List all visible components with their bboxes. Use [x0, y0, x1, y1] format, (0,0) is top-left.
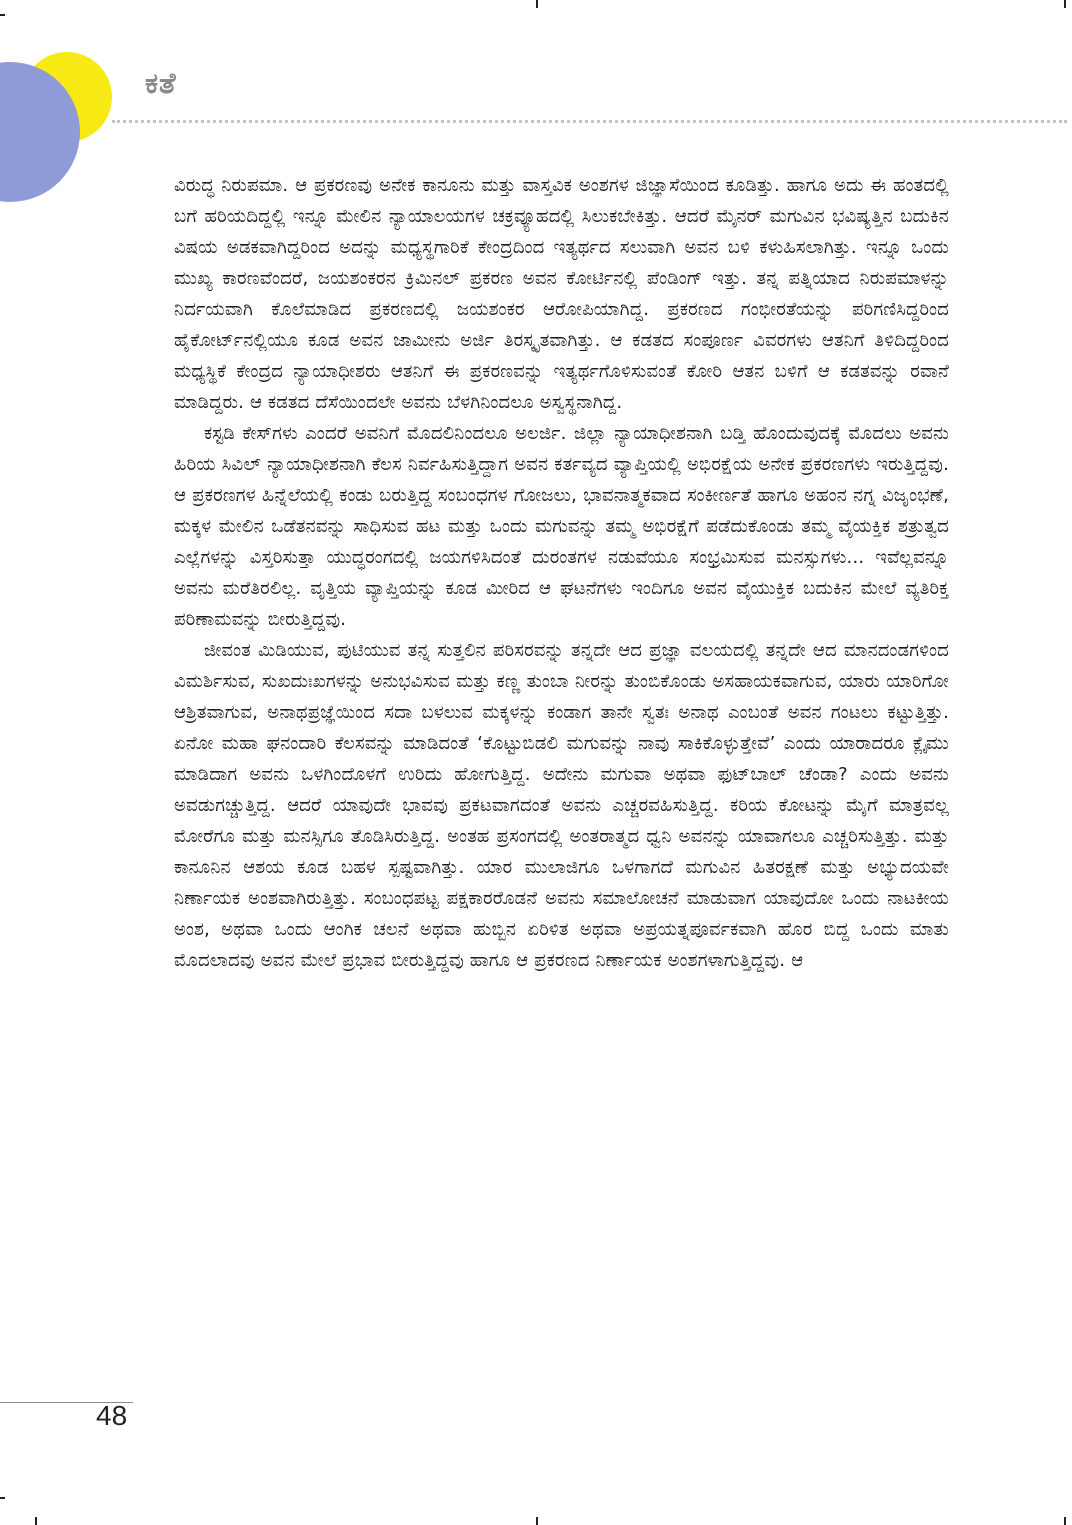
crop-mark-top-left	[0, 14, 5, 16]
page-number: 48	[96, 1400, 128, 1431]
story-body	[174, 170, 949, 976]
paragraph-3: ಜೀವಂತ ಮಿಡಿಯುವ, ಪುಟಿಯುವ ತನ್ನ ಸುತ್ತಲಿನ ಪರಿಸರವನ್ನು ತನ್ನದೇ ಆದ ಪ್ರಜ್ಞಾ ವಲಯದಲ್ಲಿ ತನ್ನದೇ ಆದ ಮಾನದಂಡಗಳಿಂದ ವಿಮರ್ಶಿಸುವ, ಸುಖದುಃಖಗಳನ್ನು ಅನುಭವಿಸುವ ಮತ್ತು ಕಣ್ಣ ತುಂಬಾ ನೀರನ್ನು ತುಂಬಿಕೊಂಡು ಅಸಹಾಯಕವಾಗುವ, ಯಾರು ಯಾರಿಗೋ ಆಶ್ರಿತವಾಗುವ, ಅನಾಥಪ್ರಜ್ಞೆಯಿಂದ ಸದಾ ಬಳಲುವ ಮಕ್ಕಳನ್ನು ಕಂಡಾಗ ತಾನೇ ಸ್ವತಃ ಅನಾಥ ಎಂಬಂತೆ ಅವನ ಗಂಟಲು ಕಟ್ಟುತ್ತಿತ್ತು. ಏನೋ ಮಹಾ ಘನಂದಾರಿ ಕೆಲಸವನ್ನು ಮಾಡಿದಂತೆ ‘ಕೊಟ್ಟುಬಿಡಲಿ ಮಗುವನ್ನು ನಾವು ಸಾಕಿಕೊಳ್ಳುತ್ತೇವೆ’ ಎಂದು ಯಾರಾದರೂ ಕ್ಲೈಮು ಮಾಡಿದಾಗ ಅವನು ಒಳಗಿಂದೊಳಗೆ ಉರಿದು ಹೋಗುತ್ತಿದ್ದ. ಅದೇನು ಮಗುವಾ ಅಥವಾ ಫುಟ್‌ಬಾಲ್ ಚೆಂಡಾ? ಎಂದು ಅವನು ಅವಡುಗಚ್ಚುತ್ತಿದ್ದ. ಆದರೆ ಯಾವುದೇ ಭಾವವು ಪ್ರಕಟವಾಗದಂತೆ ಅವನು ಎಚ್ಚರವಹಿಸುತ್ತಿದ್ದ. ಕರಿಯ ಕೋಟನ್ನು ಮೈಗೆ ಮಾತ್ರವಲ್ಲ ಮೋರೆಗೂ ಮತ್ತು ಮನಸ್ಸಿಗೂ ತೊಡಿಸಿರುತ್ತಿದ್ದ. ಅಂತಹ ಪ್ರಸಂಗದಲ್ಲಿ ಅಂತರಾತ್ಮದ ಧ್ವನಿ ಅವನನ್ನು ಯಾವಾಗಲೂ ಎಚ್ಚರಿಸುತ್ತಿತ್ತು. ಮತ್ತು ಕಾನೂನಿನ ಆಶಯ ಕೂಡ ಬಹಳ ಸ್ಪಷ್ಟವಾಗಿತ್ತು. ಯಾರ ಮುಲಾಜಿಗೂ ಒಳಗಾಗದೆ ಮಗುವಿನ ಹಿತರಕ್ಷಣೆ ಮತ್ತು ಅಭ್ಯುದಯವೇ ನಿರ್ಣಾಯಕ ಅಂಶವಾಗಿರುತ್ತಿತ್ತು. ಸಂಬಂಧಪಟ್ಟ ಪಕ್ಷಕಾರರೊಡನೆ ಅವನು ಸಮಾಲೋಚನೆ ಮಾಡುವಾಗ ಯಾವುದೋ ಒಂದು ನಾಟಕೀಯ ಅಂಶ, ಅಥವಾ ಒಂದು ಆಂಗಿಕ ಚಲನೆ ಅಥವಾ ಹುಬ್ಬಿನ ಏರಿಳಿತ ಅಥವಾ ಅಪ್ರಯತ್ನಪೂರ್ವಕವಾಗಿ ಹೊರ ಬಿದ್ದ ಒಂದು ಮಾತು ಮೊದಲಾದವು ಅವನ ಮೇಲೆ ಪ್ರಭಾವ ಬೀರುತ್ತಿದ್ದವು ಹಾಗೂ ಆ ಪ್ರಕರಣದ ನಿರ್ಣಾಯಕ ಅಂಶಗಳಾಗುತ್ತಿದ್ದವು. ಆ	[174, 640, 949, 971]
paragraph-2: ಕಸ್ಟಡಿ ಕೇಸ್‌ಗಳು ಎಂದರೆ ಅವನಿಗೆ ಮೊದಲಿನಿಂದಲೂ ಅಲರ್ಜಿ. ಜಿಲ್ಲಾ ನ್ಯಾಯಾಧೀಶನಾಗಿ ಬಡ್ತಿ ಹೊಂದುವುದಕ್ಕೆ ಮೊದಲು ಅವನು ಹಿರಿಯ ಸಿವಿಲ್ ನ್ಯಾಯಾಧೀಶನಾಗಿ ಕೆಲಸ ನಿರ್ವಹಿಸುತ್ತಿದ್ದಾಗ ಅವನ ಕರ್ತವ್ಯದ ವ್ಯಾಪ್ತಿಯಲ್ಲಿ ಅಭಿರಕ್ಷೆಯ ಅನೇಕ ಪ್ರಕರಣಗಳು ಇರುತ್ತಿದ್ದವು. ಆ ಪ್ರಕರಣಗಳ ಹಿನ್ನೆಲೆಯಲ್ಲಿ ಕಂಡು ಬರುತ್ತಿದ್ದ ಸಂಬಂಧಗಳ ಗೋಜಲು, ಭಾವನಾತ್ಮಕವಾದ ಸಂಕೀರ್ಣತೆ ಹಾಗೂ ಅಹಂನ ನಗ್ನ ವಿಜೃಂಭಣೆ, ಮಕ್ಕಳ ಮೇಲಿನ ಒಡೆತನವನ್ನು ಸಾಧಿಸುವ ಹಟ ಮತ್ತು ಒಂದು ಮಗುವನ್ನು ತಮ್ಮ ಅಭಿರಕ್ಷೆಗೆ ಪಡೆದುಕೊಂಡು ತಮ್ಮ ವೈಯಕ್ತಿಕ ಶತ್ರುತ್ವದ ಎಲ್ಲೆಗಳನ್ನು ವಿಸ್ತರಿಸುತ್ತಾ ಯುದ್ಧರಂಗದಲ್ಲಿ ಜಯಗಳಿಸಿದಂತೆ ದುರಂತಗಳ ನಡುವೆಯೂ ಸಂಭ್ರಮಿಸುವ ಮನಸ್ಸುಗಳು... ಇವೆಲ್ಲವನ್ನೂ ಅವನು ಮರೆತಿರಲಿಲ್ಲ. ವೃತ್ತಿಯ ವ್ಯಾಪ್ತಿಯನ್ನು ಕೂಡ ಮೀರಿದ ಆ ಘಟನೆಗಳು ಇಂದಿಗೂ ಅವನ ವೈಯುಕ್ತಿಕ ಬದುಕಿನ ಮೇಲೆ ವ್ಯತಿರಿಕ್ತ ಪರಿಣಾಮವನ್ನು ಬೀರುತ್ತಿದ್ದವು.	[174, 423, 949, 630]
section-title: ಕತೆ	[145, 66, 177, 100]
crop-mark-bottom-center-2	[536, 1517, 538, 1525]
header-dotted-divider	[112, 120, 1067, 123]
paragraph-1: ವಿರುದ್ಧ ನಿರುಪಮಾ. ಆ ಪ್ರಕರಣವು ಅನೇಕ ಕಾನೂನು ಮತ್ತು ವಾಸ್ತವಿಕ ಅಂಶಗಳ ಜಿಜ್ಞಾಸೆಯಿಂದ ಕೂಡಿತ್ತು. ಹಾಗೂ ಅದು ಈ ಹಂತದಲ್ಲಿ ಬಗೆ ಹರಿಯದಿದ್ದಲ್ಲಿ ಇನ್ನೂ ಮೇಲಿನ ನ್ಯಾಯಾಲಯಗಳ ಚಕ್ರವ್ಯೂಹದಲ್ಲಿ ಸಿಲುಕಬೇಕಿತ್ತು. ಆದರೆ ಮೈನರ್ ಮಗುವಿನ ಭವಿಷ್ಯತ್ತಿನ ಬದುಕಿನ ವಿಷಯ ಅಡಕವಾಗಿದ್ದರಿಂದ ಅದನ್ನು ಮಧ್ಯಸ್ಥಗಾರಿಕೆ ಕೇಂದ್ರದಿಂದ ಇತ್ಯರ್ಥದ ಸಲುವಾಗಿ ಅವನ ಬಳಿ ಕಳುಹಿಸಲಾಗಿತ್ತು. ಇನ್ನೂ ಒಂದು ಮುಖ್ಯ ಕಾರಣವೆಂದರೆ, ಜಯಶಂಕರನ ಕ್ರಿಮಿನಲ್ ಪ್ರಕರಣ ಅವನ ಕೋರ್ಟಿನಲ್ಲಿ ಪೆಂಡಿಂಗ್ ಇತ್ತು. ತನ್ನ ಪತ್ನಿಯಾದ ನಿರುಪಮಾಳನ್ನು ನಿರ್ದಯವಾಗಿ ಕೊಲೆಮಾಡಿದ ಪ್ರಕರಣದಲ್ಲಿ ಜಯಶಂಕರ ಆರೋಪಿಯಾಗಿದ್ದ. ಪ್ರಕರಣದ ಗಂಭೀರತೆಯನ್ನು ಪರಿಗಣಿಸಿದ್ದರಿಂದ ಹೈಕೋರ್ಟ್‌ನಲ್ಲಿಯೂ ಕೂಡ ಅವನ ಜಾಮೀನು ಅರ್ಜಿ ತಿರಸ್ಕೃತವಾಗಿತ್ತು. ಆ ಕಡತದ ಸಂಪೂರ್ಣ ವಿವರಗಳು ಆತನಿಗೆ ತಿಳಿದಿದ್ದರಿಂದ ಮಧ್ಯಸ್ಥಿಕೆ ಕೇಂದ್ರದ ನ್ಯಾಯಾಧೀಶರು ಆತನಿಗೆ ಈ ಪ್ರಕರಣವನ್ನು ಇತ್ಯರ್ಥಗೊಳಿಸುವಂತೆ ಕೋರಿ ಆತನ ಬಳಿಗೆ ಆ ಕಡತವನ್ನು ರವಾನೆ ಮಾಡಿದ್ದರು. ಆ ಕಡತದ ದೆಸೆಯಿಂದಲೇ ಅವನು ಬೆಳಗಿನಿಂದಲೂ ಅಸ್ವಸ್ಥನಾಗಿದ್ದ.	[174, 175, 949, 413]
crop-mark-bottom-center	[35, 1517, 37, 1525]
crop-mark-top-right	[1064, 0, 1066, 8]
crop-mark-bottom-right	[1064, 1517, 1066, 1525]
crop-mark-top-center	[536, 0, 538, 8]
crop-mark-bottom-left	[0, 1497, 5, 1499]
